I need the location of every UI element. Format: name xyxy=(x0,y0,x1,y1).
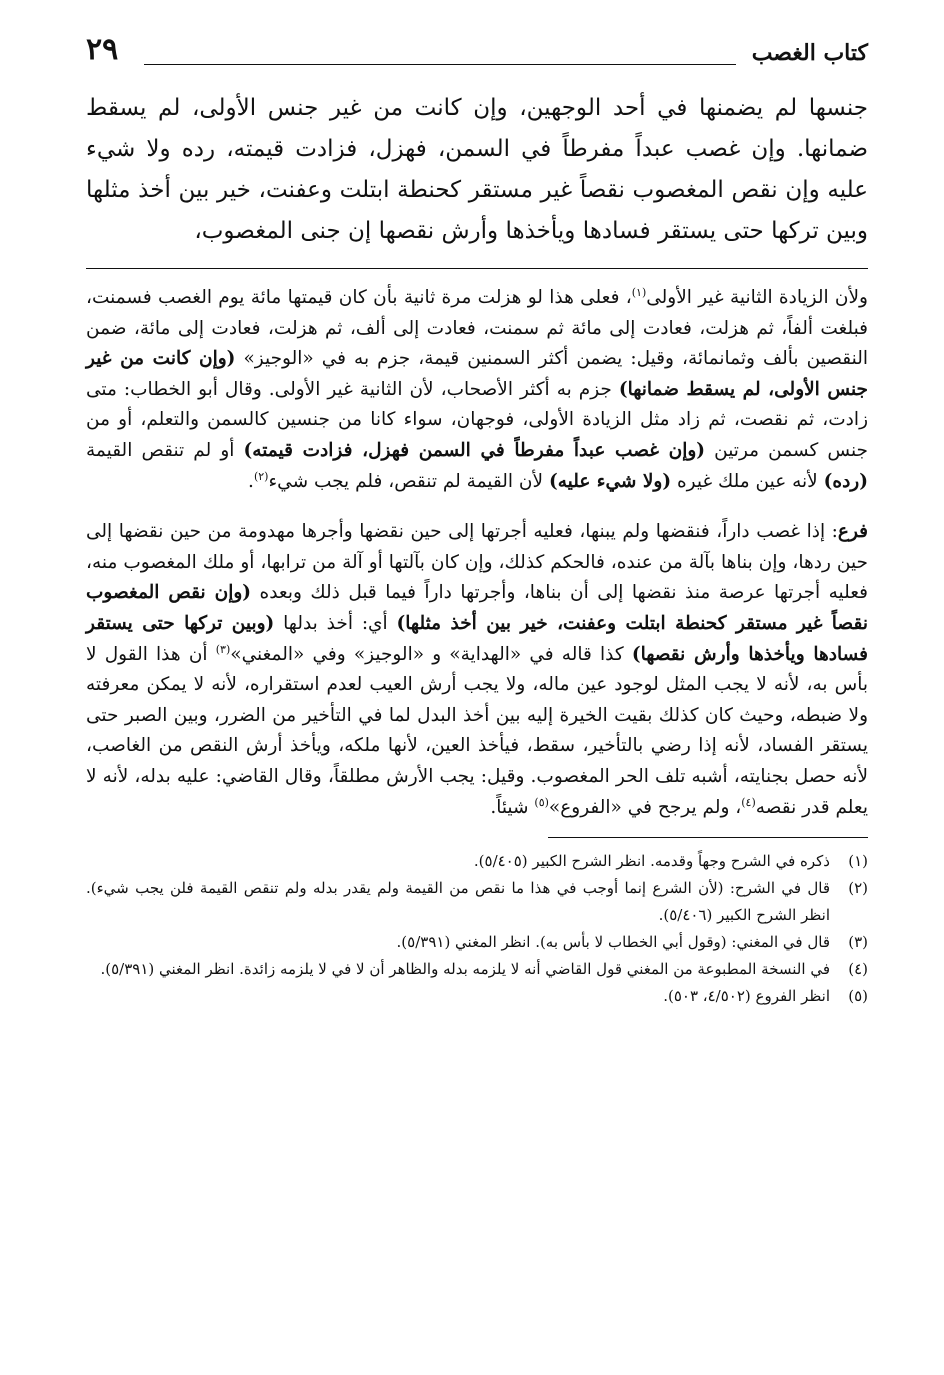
header-rule xyxy=(144,64,736,65)
footnote-text: في النسخة المطبوعة من المغني قول القاضي أنه لا يلزمه بدله والظاهر أن لا في لا يلزمه زائدة. انظر المغني (٥/٣٩١). xyxy=(100,960,830,979)
commentary-text: ، فعلى هذا لو هزلت مرة ثانية بأن كان قيمتها مائة يوم الغصب فسمنت، فبلغت ألفاً، ثم هزلت، فعادت إلى مائة ثم سمنت، فعادت إلى ألف، ثم هزلت، فعادت إلى مائة، ضمن النقصين بألف وثمانمائة، وقيل: يضمن أكثر السمنين قيمة، جزم به في «الوجيز» xyxy=(86,287,869,370)
quoted-matn: (وإن كانت من غير جنس الأولى، لم يسقط ضمانها) xyxy=(86,348,868,400)
quoted-matn: (رده) xyxy=(823,470,868,492)
footnote xyxy=(86,929,868,956)
footnote xyxy=(86,983,868,1010)
commentary-text: ، ولم يرجح في «الفروع» xyxy=(548,796,742,818)
quoted-matn: (وإن نقص المغصوب نقصاً غير مستقر كحنطة ابتلت وعفنت، خير بين أخذ مثلها) xyxy=(86,582,868,634)
footnote-ref[interactable]: (١) xyxy=(631,285,647,299)
commentary-text: شيئاً. xyxy=(490,796,529,818)
commentary-text: لأنه عين ملك غيره xyxy=(676,470,818,492)
footnote-ref[interactable]: (٣) xyxy=(215,642,231,656)
footnotes xyxy=(86,848,868,1010)
commentary-text: . xyxy=(248,470,254,492)
chapter-title: كتاب الغصب xyxy=(751,40,868,66)
commentary-text: أن هذا القول لا بأس به، لأنه لا يجب المثل لوجود عين ماله، ولا يجب أرش العيب لعدم استقراره، لأنه لا يمكن معرفته ولا ضبطه، وحيث كان كذلك بقيت الخيرة إليه بين أخذ البدل لما في التأخير من الضرر، وبين الصبر حتى يستقر الفساد، لأنه إذا رضي بالتأخير، سقط، فيأخذ العين، لأنها ملكه، ويأخذ أرش النقص من الغاصب، لأنه حصل بجنايته، أشبه تلف الحر المغصوب. وقيل: يجب الأرش مطلقاً، وقال القاضي: عليه بدله، لأنه لا يعلم قدر نقصه xyxy=(86,643,868,818)
footnote xyxy=(86,848,868,875)
footnote-text: قال في المغني: (وقول أبي الخطاب لا بأس به). انظر المغني (٥/٣٩١). xyxy=(396,933,830,952)
footnote-ref[interactable]: (٤) xyxy=(741,795,756,809)
footnote-ref[interactable]: (٢) xyxy=(253,469,269,483)
main-text: جنسها لم يضمنها في أحد الوجهين، وإن كانت من غير جنس الأولى، لم يسقط ضمانها. وإن غصب عبداً مفرطاً في السمن، فهزل، فزادت قيمته، رده ولا شيء عليه وإن نقص المغصوب نقصاً غير مستقر كحنطة ابتلت وعفنت، خير بين أخذ مثلها وبين تركها حتى يستقر فسادها ويأخذها وأرش نقصها إن جنى المغصوب، xyxy=(86,95,868,244)
commentary-text: أي: أخذ بدلها xyxy=(283,612,388,634)
text-divider xyxy=(86,268,868,269)
commentary-text: ولأن الزيادة الثانية غير الأولى xyxy=(646,287,868,308)
commentary-text: : إذا غصب داراً، فنقضها ولم يبنها، فعليه أجرتها إلى حين نقضها وأجرها مهدومة من حين نقضها إلى حين ردها، وإن بناها بآلة من عنده، فالحكم كذلك، وإن كان بآلتها أو آلة من ترابها، أو ملك المغصوب منه، فعليه أجرتها عرصة منذ نقضها إلى أن بناها، وأجرتها داراً فيما قبل ذلك وبعده xyxy=(86,521,868,604)
branch-label: فرع xyxy=(837,521,868,543)
page-header xyxy=(86,30,868,74)
footnote-number: (٤) xyxy=(848,960,868,979)
footnote-ref[interactable]: (٥) xyxy=(534,795,549,809)
commentary-paragraph-1 xyxy=(86,283,868,497)
commentary-text: لأن القيمة لم تنقص، فلم يجب شيء xyxy=(268,470,544,492)
footnote xyxy=(86,875,868,929)
commentary-text: جزم به أكثر الأصحاب، لأن الثانية غير الأولى. وقال أبو الخطاب: متى زادت، ثم نقصت، ثم زاد مثل الزيادة الأولى، فوجهان، سواء كانا من جنسين كالسمن والتعلم، أو من جنس كسمن مرتين xyxy=(86,378,868,461)
quoted-matn: (وبين تركها حتى يستقر فسادها ويأخذها وأرش نقصها) xyxy=(86,612,868,665)
footnote-number: (٥) xyxy=(848,987,868,1006)
footnote-text: انظر الفروع (٤/٥٠٢، ٥٠٣). xyxy=(663,987,830,1006)
footnote xyxy=(86,956,868,983)
footnote-text: ذكره في الشرح وجهاً وقدمه. انظر الشرح الكبير (٥/٤٠٥). xyxy=(473,852,830,871)
commentary-text: كذا قاله في «الهداية» و «الوجيز» وفي «المغني» xyxy=(230,643,624,665)
quoted-matn: (ولا شيء عليه) xyxy=(548,470,672,492)
footnote-rule xyxy=(548,837,868,838)
commentary-text: أو لم تنقص القيمة xyxy=(86,439,235,461)
footnote-number: (١) xyxy=(848,852,868,871)
commentary-paragraph-2 xyxy=(86,517,868,823)
book-page xyxy=(86,30,868,1010)
footnote-number: (٢) xyxy=(848,879,868,898)
page-number: ٢٩ xyxy=(86,32,119,67)
quoted-matn: (وإن غصب عبداً مفرطاً في السمن فهزل، فزادت قيمته) xyxy=(243,439,706,461)
footnote-text: قال في الشرح: (لأن الشرع إنما أوجب في هذا ما نقص من القيمة ولم يقدر بدله ولم تنقص القيمة فلن يجب شيء). انظر الشرح الكبير (٥/٤٠٦). xyxy=(86,879,830,925)
footnote-number: (٣) xyxy=(848,933,868,952)
